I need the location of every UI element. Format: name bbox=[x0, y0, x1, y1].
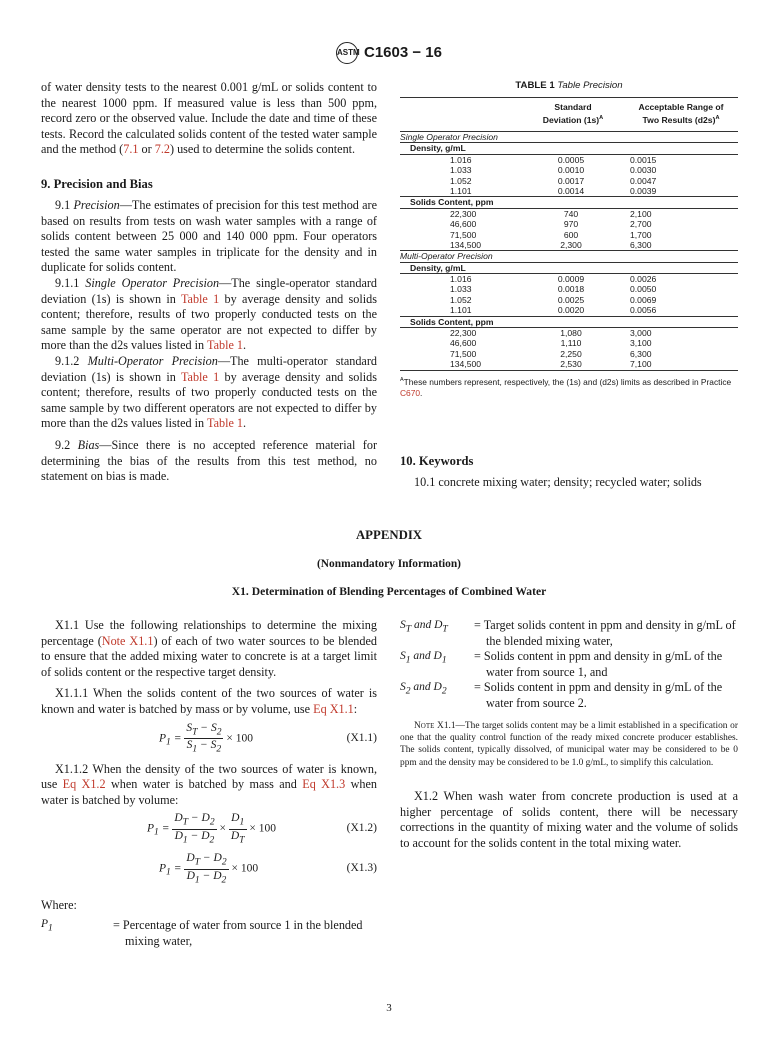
appendix-left-column bbox=[41, 618, 377, 952]
link-c670[interactable]: C670 bbox=[400, 387, 421, 398]
table-cell-std: 2,300 bbox=[560, 239, 582, 250]
para-9-1: 9.1 Precision—The estimates of precision for this test method are based on results from tests on wash water samples with a range of solids content between 25 000 and 140 000 ppm. Four operators tested the same water samples in triplicate for the density and in duplicate for solids content. bbox=[41, 198, 378, 275]
link-note-x1-1[interactable]: Note X1.1 bbox=[101, 633, 154, 648]
table-header-row: Standard Deviation $(1s)^A$ Acceptable Range of Two Results $(d2s)^A$ bbox=[542, 102, 724, 125]
para-9-2: 9.2 Bias—Since there is no accepted reference material for determining the bias of the results from this test method, no statement on bias is made. bbox=[41, 437, 378, 484]
definition-item bbox=[400, 649, 738, 680]
table-cell-range: 0.0026 bbox=[630, 274, 657, 285]
table-footnote: $^A$These numbers represent, respectively, the (1s) and (d2s) limits as described in Practice C670. bbox=[400, 376, 732, 398]
table-cell-average: 22,300 bbox=[450, 328, 477, 339]
section-10 bbox=[400, 454, 738, 491]
table-cell-range: 0.0047 bbox=[630, 175, 657, 186]
table-cell-std: 2,530 bbox=[560, 359, 582, 370]
table-row bbox=[400, 186, 738, 196]
table-cell-average: 1.052 bbox=[450, 175, 472, 186]
table-cell-range: 0.0015 bbox=[630, 154, 657, 165]
table-cell-std: 970 bbox=[563, 219, 579, 230]
col-header-std: Standard bbox=[554, 102, 592, 112]
table-cell-range: 2,700 bbox=[630, 219, 652, 230]
table-cell-range: 0.0050 bbox=[630, 284, 657, 295]
table-row bbox=[400, 284, 738, 294]
table-row bbox=[400, 274, 738, 284]
table-body bbox=[400, 132, 738, 370]
table-cell-average: 134,500 bbox=[450, 359, 482, 370]
definition-text: = Target solids content in ppm and density in g/mL of the blended mixing water, bbox=[474, 618, 736, 648]
table-cell-std: 0.0014 bbox=[557, 185, 585, 196]
table-cell-std: 0.0009 bbox=[557, 274, 585, 285]
table-row bbox=[400, 295, 738, 305]
table-cell-range: 6,300 bbox=[630, 348, 652, 359]
table-cell-std: 740 bbox=[563, 208, 579, 219]
para-x1-1-1: X1.1.1 When the solids content of the two sources of water is known and water is batched by mass or by volume, use Eq X1.1: bbox=[41, 686, 377, 716]
definition-text: = Solids content in ppm and density in g/mL of the water from source 2. bbox=[474, 680, 723, 710]
table-cell-range: 7,100 bbox=[630, 359, 652, 370]
table-1 bbox=[400, 80, 738, 399]
definitions-list bbox=[400, 618, 738, 712]
link-eq-x1-1[interactable]: Eq X1.1 bbox=[313, 701, 354, 716]
table-cell-average: 71,500 bbox=[450, 348, 477, 359]
table-cell-average: 1.033 bbox=[450, 165, 472, 176]
para-x1-1: X1.1 Use the following relationships to determine the mixing percentage (Note X1.1) of each of two water sources to be blended to ensure that the added mixing water to concrete is at a target limit of solids content or the respective target density. bbox=[41, 618, 377, 679]
table-cell-average: 1.016 bbox=[450, 154, 472, 165]
table-cell-average: 71,500 bbox=[450, 229, 477, 240]
table-cell-range: 0.0030 bbox=[630, 165, 657, 176]
equation-x1-2: $P_1$ = $\frac{D_T - D_2}{D_1 - D_2}$ × $\frac{D_1}{D_T}$ × 100 (X1.2) bbox=[147, 812, 377, 845]
link-table-1[interactable]: Table 1 bbox=[206, 416, 244, 431]
table-cell-average: 22,300 bbox=[450, 208, 477, 219]
table-caption: TABLE 1 Table Precision bbox=[515, 80, 623, 91]
table-cell-range: 2,100 bbox=[630, 208, 652, 219]
para-x1-2: X1.2 When wash water from concrete production is used at a higher percentage of solids content, there will be necessary corrections in the quantity of mixing water and the volume of solids to account for the solids content in the total mixing water. bbox=[400, 789, 738, 850]
appendix-title: APPENDIX bbox=[355, 528, 423, 542]
table-group-label: Solids Content, ppm bbox=[410, 316, 494, 327]
table-group-label: Density, g/mL bbox=[410, 143, 466, 154]
col-header-range: Acceptable Range of bbox=[638, 102, 724, 112]
link-eq-x1-2[interactable]: Eq X1.2 bbox=[62, 777, 106, 792]
table-cell-std: 2,250 bbox=[560, 348, 582, 359]
table-cell-std: 600 bbox=[563, 229, 579, 240]
table-cell-range: 0.0056 bbox=[630, 305, 657, 316]
table-row bbox=[400, 305, 738, 315]
appendix-subtitle: (Nonmandatory Information) bbox=[317, 558, 461, 570]
link-7-2[interactable]: 7.2 bbox=[154, 142, 170, 157]
definition-symbol: $S_2$ and $D_2$ bbox=[400, 681, 447, 697]
table-cell-average: 46,600 bbox=[450, 338, 477, 349]
section-9 bbox=[41, 177, 377, 485]
table-cell-std: 1,080 bbox=[560, 328, 582, 339]
table-row bbox=[400, 240, 738, 250]
table-cell-std: 0.0020 bbox=[557, 305, 585, 316]
table-cell-std: 0.0018 bbox=[557, 284, 585, 295]
table-row bbox=[400, 165, 738, 175]
table-cell-average: 134,500 bbox=[450, 239, 482, 250]
definition-text: = Solids content in ppm and density in g/mL of the water from source 1, and bbox=[474, 649, 723, 679]
table-cell-std: 1,110 bbox=[560, 338, 582, 349]
table-cell-std: 0.0017 bbox=[557, 175, 585, 186]
table-section-label: Single Operator Precision bbox=[400, 132, 498, 142]
table-cell-range: 3,000 bbox=[630, 328, 652, 339]
table-row bbox=[400, 209, 738, 219]
table-cell-average: 1.101 bbox=[450, 185, 472, 196]
table-row bbox=[400, 155, 738, 165]
para-9-1-1: 9.1.1 Single Operator Precision—The single-operator standard deviation (1s) is shown in Table 1 by average density and solids content; therefore, results of two properly conducted tests on the same sample by the same operator are not expected to differ by more than the d2s values listed in Table 1. bbox=[41, 275, 378, 353]
section-10-title: 10. Keywords bbox=[400, 454, 474, 468]
para-9-1-2: 9.1.2 Multi-Operator Precision—The multi-operator standard deviation (1s) is shown in Table 1 by average density and solids content; therefore, results of two properly conducted tests on the same sample by two different operators are not expected to differ by more than the d2s values listed in Table 1. bbox=[41, 353, 377, 431]
definition-p1: $P_1$ = Percentage of water from source 1 in the blended mixing water, bbox=[41, 917, 363, 948]
para-10-1: 10.1 concrete mixing water; density; recycled water; solids bbox=[414, 475, 702, 489]
table-cell-std: 0.0010 bbox=[557, 165, 585, 176]
left-intro-paragraph: of water density tests to the nearest 0.001 g/mL or solids content to the nearest 1000 ppm. If measured value is less than 500 ppm, record zero or the observed value. Include the date and time of these tests. Record the calculated solids content of the tested water sample and the method (7.1 or 7.2) used to determine the solids content. bbox=[41, 80, 377, 157]
table-row bbox=[400, 328, 738, 338]
link-eq-x1-3[interactable]: Eq X1.3 bbox=[302, 777, 346, 792]
note-x1-1: Note X1.1—The target solids content may be a limit established in a specification or one that the quality control function of the ready mixed concrete producer establishes. The solids content, typically dissolved, of municipal water may be considered to be 0 ppm and the density may be considered to be 1.0 g/mL, to simplify this calculation. bbox=[400, 720, 738, 768]
definition-symbol: $S_1$ and $D_1$ bbox=[400, 650, 447, 666]
table-cell-average: 46,600 bbox=[450, 219, 477, 230]
table-cell-average: 1.016 bbox=[450, 274, 472, 285]
table-group-label: Solids Content, ppm bbox=[410, 197, 494, 208]
definition-symbol: $S_T$ and $D_T$ bbox=[400, 619, 448, 635]
table-row bbox=[400, 349, 738, 359]
definition-item bbox=[400, 680, 738, 711]
table-cell-range: 6,300 bbox=[630, 239, 652, 250]
link-7-1[interactable]: 7.1 bbox=[123, 142, 139, 157]
table-row bbox=[400, 230, 738, 240]
definition-item bbox=[400, 618, 738, 649]
table-cell-range: 3,100 bbox=[630, 338, 652, 349]
equation-x1-3: $P_1$ = $\frac{D_T - D_2}{D_1 - D_2}$ × 100 (X1.3) bbox=[159, 852, 377, 885]
table-row bbox=[400, 359, 738, 369]
appendix-right-column bbox=[400, 618, 738, 852]
table-cell-average: 1.101 bbox=[450, 305, 472, 316]
astm-logo-icon: ASTM bbox=[336, 42, 358, 64]
document-designation: C1603 − 16 bbox=[364, 43, 442, 61]
table-cell-range: 0.0039 bbox=[630, 185, 657, 196]
page-header bbox=[0, 42, 778, 64]
table-row bbox=[400, 219, 738, 229]
link-table-1[interactable]: Table 1 bbox=[180, 291, 220, 306]
table-group-label: Density, g/mL bbox=[410, 262, 466, 273]
table-cell-range: 0.0069 bbox=[630, 294, 657, 305]
table-row bbox=[400, 338, 738, 348]
link-table-1[interactable]: Table 1 bbox=[206, 338, 244, 353]
link-table-1[interactable]: Table 1 bbox=[180, 369, 220, 384]
x1-title: X1. Determination of Blending Percentages of Combined Water bbox=[231, 585, 547, 598]
appendix-heading bbox=[0, 528, 778, 598]
table-cell-average: 1.052 bbox=[450, 294, 472, 305]
table-row bbox=[400, 176, 738, 186]
page-number: 3 bbox=[386, 1002, 392, 1014]
where-label: Where: bbox=[41, 898, 77, 913]
table-cell-std: 0.0025 bbox=[557, 294, 585, 305]
table-cell-std: 0.0005 bbox=[557, 154, 585, 165]
equation-x1-1: $P_1$ = $\frac{S_T - S_2}{S_1 - S_2}$ × 100 (X1.1) bbox=[159, 721, 377, 755]
table-section-label: Multi-Operator Precision bbox=[400, 251, 493, 262]
table-cell-range: 1,700 bbox=[630, 229, 652, 240]
section-9-title: 9. Precision and Bias bbox=[41, 177, 153, 191]
table-cell-average: 1.033 bbox=[450, 284, 472, 295]
para-x1-1-2: X1.1.2 When the density of the two sources of water is known, use Eq X1.2 when water is batched by mass and Eq X1.3 when water is batched by volume: bbox=[41, 761, 377, 807]
